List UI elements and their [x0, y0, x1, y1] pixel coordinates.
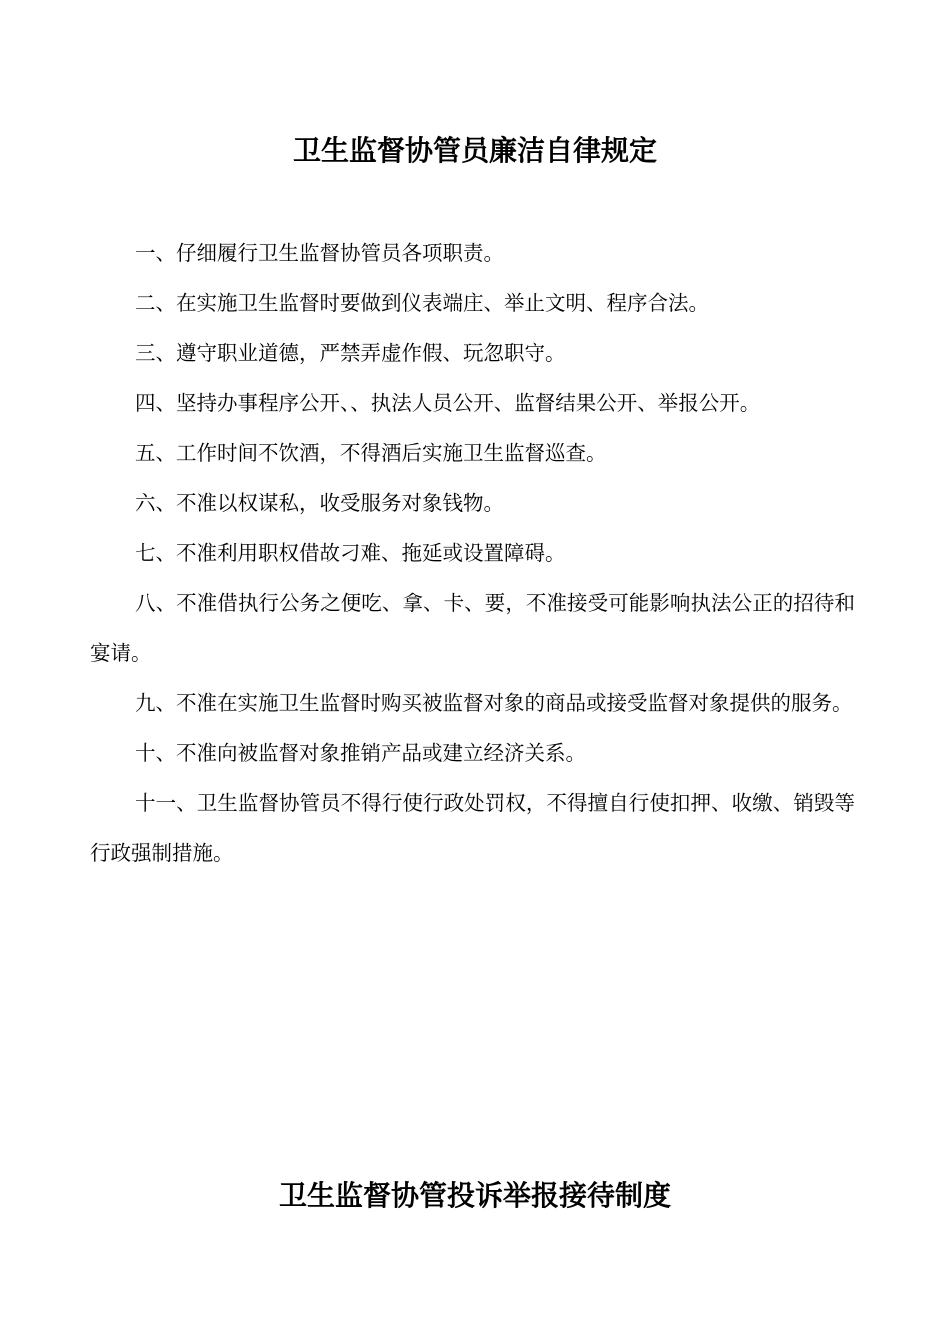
rule-item: 八、不准借执行公务之便吃、拿、卡、要，不准接受可能影响执法公正的招待和宴请。	[90, 591, 855, 665]
rule-item: 三、遵守职业道德，严禁弄虚作假、玩忽职守。	[135, 341, 566, 365]
rule-item: 六、不准以权谋私，收受服务对象钱物。	[135, 491, 504, 515]
rule-item: 五、工作时间不饮酒，不得酒后实施卫生监督巡查。	[135, 441, 607, 465]
rule-item: 十、不准向被监督对象推销产品或建立经济关系。	[135, 741, 586, 765]
document-title: 卫生监督协管员廉洁自律规定	[292, 134, 657, 167]
next-section-title: 卫生监督协管投诉举报接待制度	[278, 1179, 671, 1212]
rule-item: 九、不准在实施卫生监督时购买被监督对象的商品或接受监督对象提供的服务。	[135, 691, 853, 715]
rule-item: 一、仔细履行卫生监督协管员各项职责。	[135, 241, 504, 265]
rule-item: 二、在实施卫生监督时要做到仪表端庄、举止文明、程序合法。	[135, 291, 709, 315]
rule-item: 七、不准利用职权借故刁难、拖延或设置障碍。	[135, 541, 566, 565]
rules-list	[90, 228, 855, 878]
rule-item: 十一、卫生监督协管员不得行使行政处罚权，不得擅自行使扣押、收缴、销毁等行政强制措施。	[90, 791, 855, 865]
rule-item: 四、坚持办事程序公开、、执法人员公开、监督结果公开、举报公开。	[135, 391, 761, 415]
